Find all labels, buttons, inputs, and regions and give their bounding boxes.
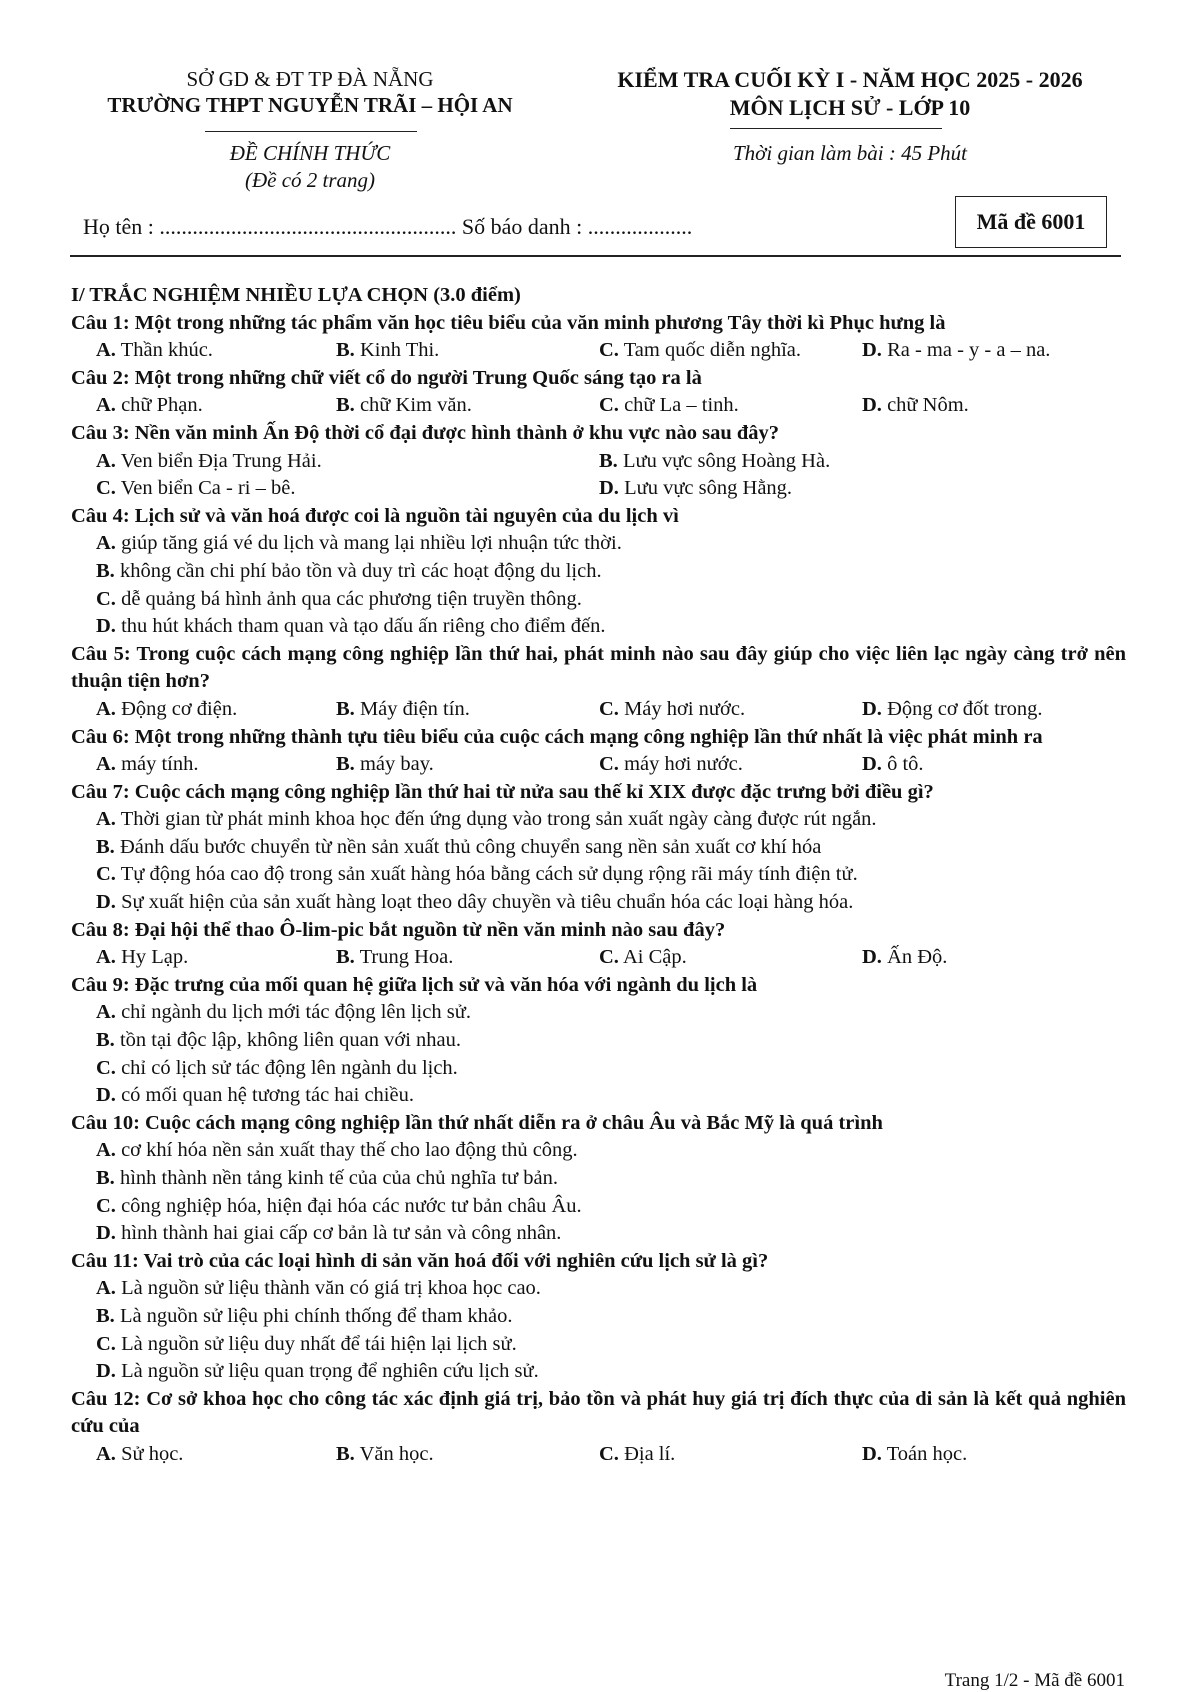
question-6 — [71, 724, 1126, 752]
question-3 — [71, 420, 1126, 448]
option-a: A. Sử học. — [96, 1442, 184, 1465]
option-b: B. chữ Kim văn. — [336, 394, 472, 417]
question-9 — [71, 972, 1126, 1000]
option-a: A. giúp tăng giá vé du lịch và mang lại nhiều lợi nhuận tức thời. — [96, 532, 622, 555]
option-a: A. Là nguồn sử liệu thành văn có giá trị khoa học cao. — [96, 1277, 541, 1300]
question-text: Nền văn minh Ấn Độ thời cổ đại được hình thành ở khu vực nào sau đây? — [134, 421, 780, 444]
student-info-line — [83, 214, 692, 240]
question-3-options-row2 — [71, 475, 1126, 503]
question-text: Một trong những thành tựu tiêu biểu của cuộc cách mạng công nghiệp lần thứ nhất là việc phát minh ra — [134, 725, 1043, 748]
subject-underline — [730, 128, 942, 129]
option-b: B. Văn học. — [336, 1442, 434, 1465]
question-number: Câu 1: — [71, 311, 130, 334]
option-c: C. chữ La – tinh. — [599, 394, 739, 417]
question-number: Câu 9: — [71, 973, 130, 996]
question-4 — [71, 503, 1126, 531]
option-c: C. Tự động hóa cao độ trong sản xuất hàng hóa bằng cách sử dụng rộng rãi máy tính điện tử. — [96, 863, 858, 886]
question-list — [71, 282, 1126, 1469]
option-b: B. máy bay. — [336, 753, 434, 776]
question-10 — [71, 1110, 1126, 1138]
official-label: ĐỀ CHÍNH THỨC — [229, 141, 391, 165]
option-d: D. hình thành hai giai cấp cơ bản là tư sản và công nhân. — [96, 1222, 562, 1245]
question-5-options — [71, 696, 1126, 724]
question-11 — [71, 1248, 1126, 1276]
option-b: B. không cần chi phí bảo tồn và duy trì các hoạt động du lịch. — [96, 559, 602, 582]
option-a: A. Hy Lạp. — [96, 946, 189, 969]
question-number: Câu 4: — [71, 504, 130, 527]
question-text: Trong cuộc cách mạng công nghiệp lần thứ hai, phát minh nào sau đây giúp cho việc liên lạc ngày càng trở nên thuận tiện hơn? — [71, 642, 1126, 693]
question-text: Vai trò của các loại hình di sản văn hoá đối với nghiên cứu lịch sử là gì? — [143, 1249, 769, 1272]
question-7 — [71, 779, 1126, 807]
option-d: D. Lưu vực sông Hằng. — [599, 477, 793, 500]
option-d: D. có mối quan hệ tương tác hai chiều. — [96, 1084, 414, 1107]
option-a: A. Thần khúc. — [96, 339, 213, 362]
question-text: Một trong những chữ viết cổ do người Trung Quốc sáng tạo ra là — [134, 366, 702, 389]
question-12 — [71, 1386, 1126, 1441]
question-text: Cuộc cách mạng công nghiệp lần thứ hai từ nửa sau thế kỉ XIX được đặc trưng bởi điều gì? — [134, 780, 934, 803]
option-c: C. chỉ có lịch sử tác động lên ngành du lịch. — [96, 1056, 458, 1079]
question-number: Câu 3: — [71, 421, 130, 444]
option-b: B. Lưu vực sông Hoàng Hà. — [599, 449, 831, 472]
question-text: Đại hội thể thao Ô-lim-pic bắt nguồn từ nền văn minh nào sau đây? — [134, 918, 726, 941]
question-text: Cuộc cách mạng công nghiệp lần thứ nhất diễn ra ở châu Âu và Bắc Mỹ là quá trình — [145, 1111, 883, 1134]
exam-duration: Thời gian làm bài : 45 Phút — [732, 141, 968, 165]
header-right — [555, 66, 1145, 122]
option-d: D. ô tô. — [862, 753, 924, 776]
option-d: D. Động cơ đốt trong. — [862, 697, 1043, 720]
option-d: D. Toán học. — [862, 1442, 968, 1465]
department-name: SỞ GD & ĐT TP ĐÀ NẴNG — [186, 67, 434, 91]
option-c: C. Ai Cập. — [599, 946, 687, 969]
exam-code: Mã đề 6001 — [976, 209, 1086, 234]
question-number: Câu 12: — [71, 1387, 141, 1410]
option-c: C. Địa lí. — [599, 1442, 676, 1465]
option-a: A. Động cơ điện. — [96, 697, 238, 720]
question-text: Lịch sử và văn hoá được coi là nguồn tài nguyên của du lịch vì — [134, 504, 679, 527]
option-b: B. Đánh dấu bước chuyển từ nền sản xuất thủ công chuyển sang nền sản xuất cơ khí hóa — [96, 835, 822, 858]
question-1-options — [71, 337, 1126, 365]
question-2-options — [71, 392, 1126, 420]
option-b: B. tồn tại độc lập, không liên quan với nhau. — [96, 1029, 461, 1052]
option-a: A. chữ Phạn. — [96, 394, 203, 417]
option-b: B. Là nguồn sử liệu phi chính thống để tham khảo. — [96, 1304, 513, 1327]
option-a: A. chỉ ngành du lịch mới tác động lên lịch sử. — [96, 1001, 471, 1024]
option-a: A. máy tính. — [96, 753, 199, 776]
question-5 — [71, 641, 1126, 696]
subject-title: MÔN LỊCH SỬ - LỚP 10 — [729, 95, 971, 120]
school-name: TRƯỜNG THPT NGUYỄN TRÃI – HỘI AN — [107, 93, 513, 117]
header-left — [60, 66, 560, 118]
question-text: Một trong những tác phẩm văn học tiêu biểu của văn minh phương Tây thời kì Phục hưng là — [134, 311, 946, 334]
option-c: C. Là nguồn sử liệu duy nhất để tái hiện lại lịch sử. — [96, 1332, 517, 1355]
question-12-options — [71, 1441, 1126, 1469]
question-number: Câu 11: — [71, 1249, 139, 1272]
option-a: A. cơ khí hóa nền sản xuất thay thế cho lao động thủ công. — [96, 1139, 578, 1162]
header-divider — [70, 255, 1121, 257]
question-text: Cơ sở khoa học cho công tác xác định giá trị, bảo tồn và phát huy giá trị đích thực của di sản là kết quả nghiên cứu của — [71, 1387, 1126, 1438]
option-c: C. dễ quảng bá hình ảnh qua các phương tiện truyền thông. — [96, 587, 582, 610]
school-underline — [205, 131, 417, 132]
question-number: Câu 8: — [71, 918, 130, 941]
option-c: C. Ven biển Ca - ri – bê. — [96, 477, 296, 500]
option-c: C. máy hơi nước. — [599, 753, 743, 776]
option-b: B. Trung Hoa. — [336, 946, 454, 969]
option-d: D. Ấn Độ. — [862, 946, 948, 969]
question-number: Câu 5: — [71, 642, 131, 665]
question-6-options — [71, 751, 1126, 779]
student-name-field: Họ tên : ...................................................... — [83, 214, 457, 239]
option-d: D. thu hút khách tham quan và tạo dấu ấn riêng cho điểm đến. — [96, 615, 606, 638]
option-a: A. Thời gian từ phát minh khoa học đến ứng dụng vào trong sản xuất ngày càng được rút ngắn. — [96, 808, 877, 831]
student-id-field: Số báo danh : ................... — [461, 214, 693, 239]
option-a: A. Ven biển Địa Trung Hải. — [96, 449, 322, 472]
question-1 — [71, 310, 1126, 338]
option-d: D. Sự xuất hiện của sản xuất hàng loạt theo dây chuyền và tiêu chuẩn hóa các loại hàng hóa. — [96, 891, 854, 914]
question-text: Đặc trưng của mối quan hệ giữa lịch sử và văn hóa với ngành du lịch là — [134, 973, 758, 996]
option-d: D. Ra - ma - y - a – na. — [862, 339, 1051, 362]
question-number: Câu 2: — [71, 366, 130, 389]
option-c: C. Tam quốc diễn nghĩa. — [599, 339, 802, 362]
question-8-options — [71, 944, 1126, 972]
option-b: B. hình thành nền tảng kinh tế của của chủ nghĩa tư bản. — [96, 1167, 559, 1189]
question-3-options-row1 — [71, 448, 1126, 476]
option-d: D. Là nguồn sử liệu quan trọng để nghiên cứu lịch sử. — [96, 1360, 539, 1383]
option-d: D. chữ Nôm. — [862, 394, 969, 417]
option-c: C. Máy hơi nước. — [599, 697, 746, 720]
exam-code-box — [955, 196, 1107, 248]
page-count-note: (Đề có 2 trang) — [244, 168, 376, 192]
official-label-block — [60, 140, 560, 194]
question-number: Câu 7: — [71, 780, 130, 803]
option-c: C. công nghiệp hóa, hiện đại hóa các nước tư bản châu Âu. — [96, 1194, 582, 1217]
question-8 — [71, 917, 1126, 945]
question-2 — [71, 365, 1126, 393]
question-number: Câu 6: — [71, 725, 130, 748]
question-number: Câu 10: — [71, 1111, 140, 1134]
option-b: B. Kinh Thi. — [336, 339, 440, 362]
page-footer: Trang 1/2 - Mã đề 6001 — [944, 1670, 1125, 1691]
section-title: I/ TRẮC NGHIỆM NHIỀU LỰA CHỌN (3.0 điểm) — [71, 284, 521, 306]
duration-block — [555, 140, 1145, 167]
option-b: B. Máy điện tín. — [336, 697, 470, 720]
exam-title: KIỂM TRA CUỐI KỲ I - NĂM HỌC 2025 - 2026 — [617, 67, 1083, 92]
